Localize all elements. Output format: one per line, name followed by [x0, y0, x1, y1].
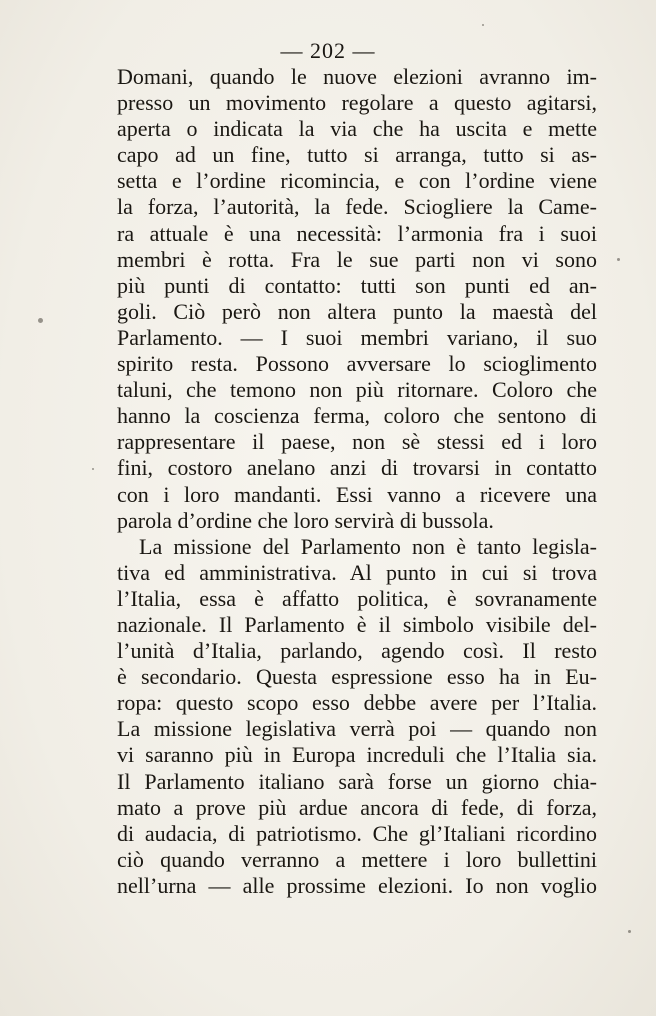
text-line: la forza, l’autorità, la fede. Sciogliere la Came- — [117, 194, 597, 220]
text-line: nazionale. Il Parlamento è il simbolo visibile del- — [117, 611, 597, 637]
text-line: ra attuale è una necessità: l’armonia fra i suoi — [117, 220, 597, 246]
text-line: tiva ed amministrativa. Al punto in cui si trova — [117, 559, 597, 585]
text-line: presso un movimento regolare a questo agitarsi, — [117, 90, 597, 116]
paper-speck — [617, 258, 620, 261]
text-line: capo ad un fine, tutto si arranga, tutto si as- — [117, 142, 597, 168]
paper-speck — [92, 468, 94, 470]
paragraph-last-line: parola d’ordine che loro servirà di bussola. — [117, 507, 494, 533]
text-line: La missione legislativa verrà poi — quando non — [117, 716, 597, 742]
text-line: Domani, quando le nuove elezioni avranno im- — [117, 64, 597, 89]
text-line: con i loro mandanti. Essi vanno a ricevere una — [117, 481, 597, 507]
text-line: nell’urna — alle prossime elezioni. Io non voglio — [117, 872, 597, 898]
text-line: setta e l’ordine ricomincia, e con l’ordine viene — [117, 168, 597, 194]
text-line: aperta o indicata la via che ha uscita e mette — [117, 116, 597, 142]
text-line: hanno la coscienza ferma, coloro che sentono di — [117, 403, 597, 429]
body-text — [117, 64, 597, 899]
text-line: mato a prove più ardue ancora di fede, di forza, — [117, 794, 597, 820]
text-line: vi saranno più in Europa increduli che l’Italia sia. — [117, 742, 597, 768]
text-line: l’unità d’Italia, parlando, agendo così. Il resto — [117, 638, 597, 664]
text-line: più punti di contatto: tutti son punti ed an- — [117, 272, 597, 298]
text-line: rappresentare il paese, non sè stessi ed i loro — [117, 429, 597, 455]
text-line: goli. Ciò però non altera punto la maestà del — [117, 298, 597, 324]
text-line: Il Parlamento italiano sarà forse un giorno chia- — [117, 768, 597, 794]
paper-speck — [38, 318, 43, 323]
paragraph-first-line: La missione del Parlamento non è tanto legisla- — [139, 533, 597, 559]
text-line: di audacia, di patriotismo. Che gl’Italiani ricordino — [117, 820, 597, 846]
text-line: fini, costoro anelano anzi di trovarsi in contatto — [117, 455, 597, 481]
text-line: ropa: questo scopo esso debbe avere per l’Italia. — [117, 690, 597, 716]
text-line: taluni, che temono non più ritornare. Coloro che — [117, 377, 597, 403]
text-line: Parlamento. — I suoi membri variano, il suo — [117, 324, 597, 350]
text-line: l’Italia, essa è affatto politica, è sovranamente — [117, 585, 597, 611]
page-number: — 202 — — [280, 38, 376, 63]
text-line: è secondario. Questa espressione esso ha in Eu- — [117, 664, 597, 690]
text-line: membri è rotta. Fra le sue parti non vi sono — [117, 246, 597, 272]
text-line: spirito resta. Possono avversare lo scioglimento — [117, 351, 597, 377]
paper-speck — [482, 24, 484, 26]
paper-speck — [628, 930, 631, 933]
text-line: ciò quando verranno a mettere i loro bullettini — [117, 846, 597, 872]
